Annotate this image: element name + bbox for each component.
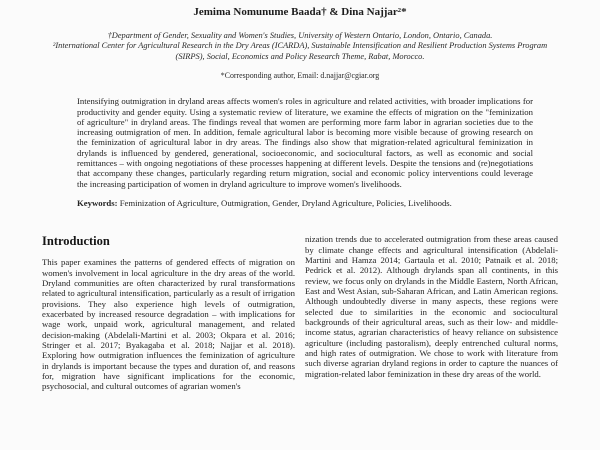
affiliation-2: ²International Center for Agricultural Research in the Dry Areas (ICARDA), Sustainable Intensification and Resilient Production Systems Program (SIRPS), Social, Economics and Policy Research Theme, Rabat, Morocco. <box>52 41 548 61</box>
right-column <box>305 234 558 391</box>
introduction-left-column-text: This paper examines the patterns of gendered effects of migration on women's involvement in local agriculture in the dry areas of the world. Dryland communities are often characterized by rural transformations related to agricultural intensification, particularly as a result of irrigation provisions. They also experience high levels of outmigration, exacerbated by increased resource degradation – with implications for wage work, unpaid work, agricultural management, and related decision-making (Abdelali-Martini et al. 2003; Okpara et al. 2016; Stringer et al. 2017; Byakagaba et al. 2018; Najjar et al. 2018). Exploring how outmigration influences the feminization of agriculture in drylands is important because the types and duration of, and reasons for, migration have significant implications for the economic, psychosocial, and cultural outcomes of agrarian women's <box>42 257 295 392</box>
keywords-label: Keywords: <box>77 197 118 208</box>
keywords-text: Feminization of Agriculture, Outmigration, Gender, Dryland Agriculture, Policies, Livelihoods. <box>117 197 452 208</box>
affiliation-1: †Department of Gender, Sexuality and Women's Studies, University of Western Ontario, London, Ontario, Canada. <box>107 31 493 40</box>
abstract-text: Intensifying outmigration in dryland areas affects women's roles in agriculture and related activities, with broader implications for productivity and gender equity. Using a systematic review of literature, we examine the effects of migration on the "feminization of agriculture" in dryland areas. The findings reveal that women are performing more farm labor in agrarian societies due to the increasing outmigration of men. In addition, female agricultural labor is becoming more visible because of growing research on the feminization of agricultural labor in dry areas. The findings also show that migration-related agricultural feminization in drylands is influenced by gendered, generational, socioeconomic, and sociocultural factors, as well as economic and social remittances – with ongoing negotiations of these processes happening at different levels. Despite the tensions and (re)negotiations that accompany these changes, particularly regarding return migration, social and economic policy interventions could leverage the increasing participation of women in dryland agriculture to improve women's livelihoods. <box>77 96 533 189</box>
left-column <box>42 234 295 391</box>
affiliations-block <box>42 31 558 62</box>
introduction-right-column-text: nization trends due to accelerated outmigration from these areas caused by climate change effects and agricultural intensification (Abdelali-Martini and Hamza 2014; Gartaula et al. 2010; Patnaik et al. 2018; Pedrick et al. 2012). Although drylands span all continents, in this review, we focus only on drylands in the Middle Eastern, North African, East and West Asian, sub-Saharan African, and Latin American regions. Although undoubtedly diverse in many aspects, these regions were selected due to similarities in the economic and sociocultural backgrounds of their agricultural areas, such as their low- and middle-income status, agrarian characteristics of heavy reliance on subsistence agriculture (including pastoralism), deeply entrenched cultural norms, and high rates of outmigration. We chose to work with literature from such diverse agrarian dryland regions in order to capture the nuances of migration-related labor feminization in these dry areas of the world. <box>305 234 558 379</box>
corresponding-author-line: *Corresponding author, Email: d.najjar@cgiar.org <box>220 71 380 81</box>
introduction-heading: Introduction <box>42 234 110 249</box>
introduction-section <box>42 234 558 391</box>
authors-line: Jemima Nomunume Baada† & Dina Najjar²* <box>193 6 407 18</box>
keywords-line <box>77 198 533 208</box>
